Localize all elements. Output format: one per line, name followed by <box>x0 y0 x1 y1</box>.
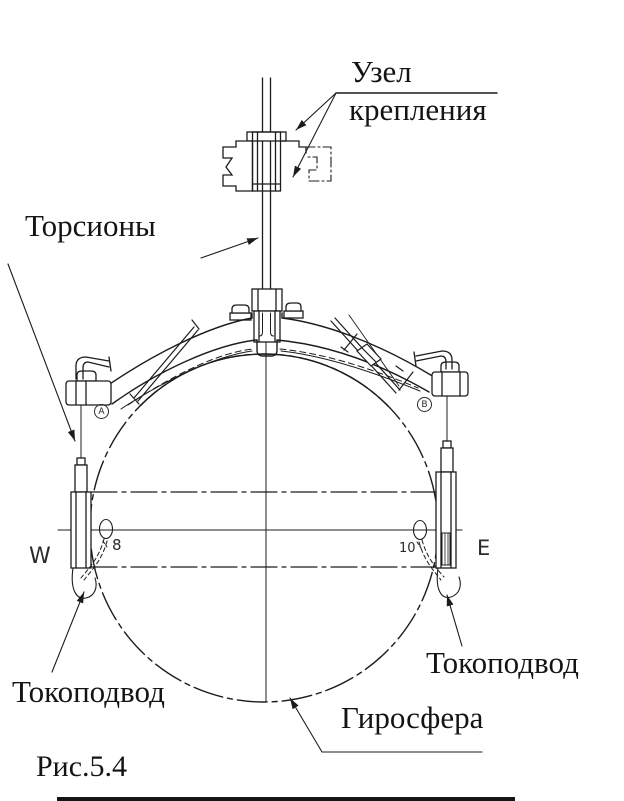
mounting-unit <box>223 132 331 191</box>
label-east: E <box>477 536 491 560</box>
label-gyrosphere: Гиросфера <box>341 700 484 735</box>
mount-leader-2 <box>293 93 336 177</box>
current-lead-right-leader <box>447 595 462 646</box>
point-a-marker <box>94 404 109 419</box>
label-mount-line2: крепления <box>349 92 487 127</box>
equator-band <box>58 342 462 701</box>
gyrosphere-outline <box>90 354 438 702</box>
current-lead-left-leader <box>52 592 84 672</box>
label-torsions: Торсионы <box>25 208 156 243</box>
figure-caption: Рис.5.4 <box>36 750 128 783</box>
point-a-letter: А <box>98 406 105 417</box>
label-current-lead-right: Токоподвод <box>426 645 579 680</box>
label-mount-line1: Узел <box>351 54 412 89</box>
torsion-leader-left <box>8 264 75 441</box>
point-b-marker <box>417 397 432 412</box>
left-lug <box>66 357 111 405</box>
right-lug <box>414 351 468 396</box>
current-lead-west <box>71 405 113 598</box>
mount-leader-1 <box>296 93 336 130</box>
point-b-letter: В <box>421 399 428 410</box>
label-west: W <box>29 544 51 569</box>
torsion-leader-shaft <box>201 238 258 258</box>
label-current-lead-left: Токоподвод <box>12 674 165 709</box>
label-part-8: 8 <box>112 536 122 554</box>
shaft-coupling <box>252 289 282 342</box>
page-edge-bar <box>57 797 515 801</box>
label-part-10: 10 <box>399 541 416 556</box>
left-strut <box>130 320 199 404</box>
